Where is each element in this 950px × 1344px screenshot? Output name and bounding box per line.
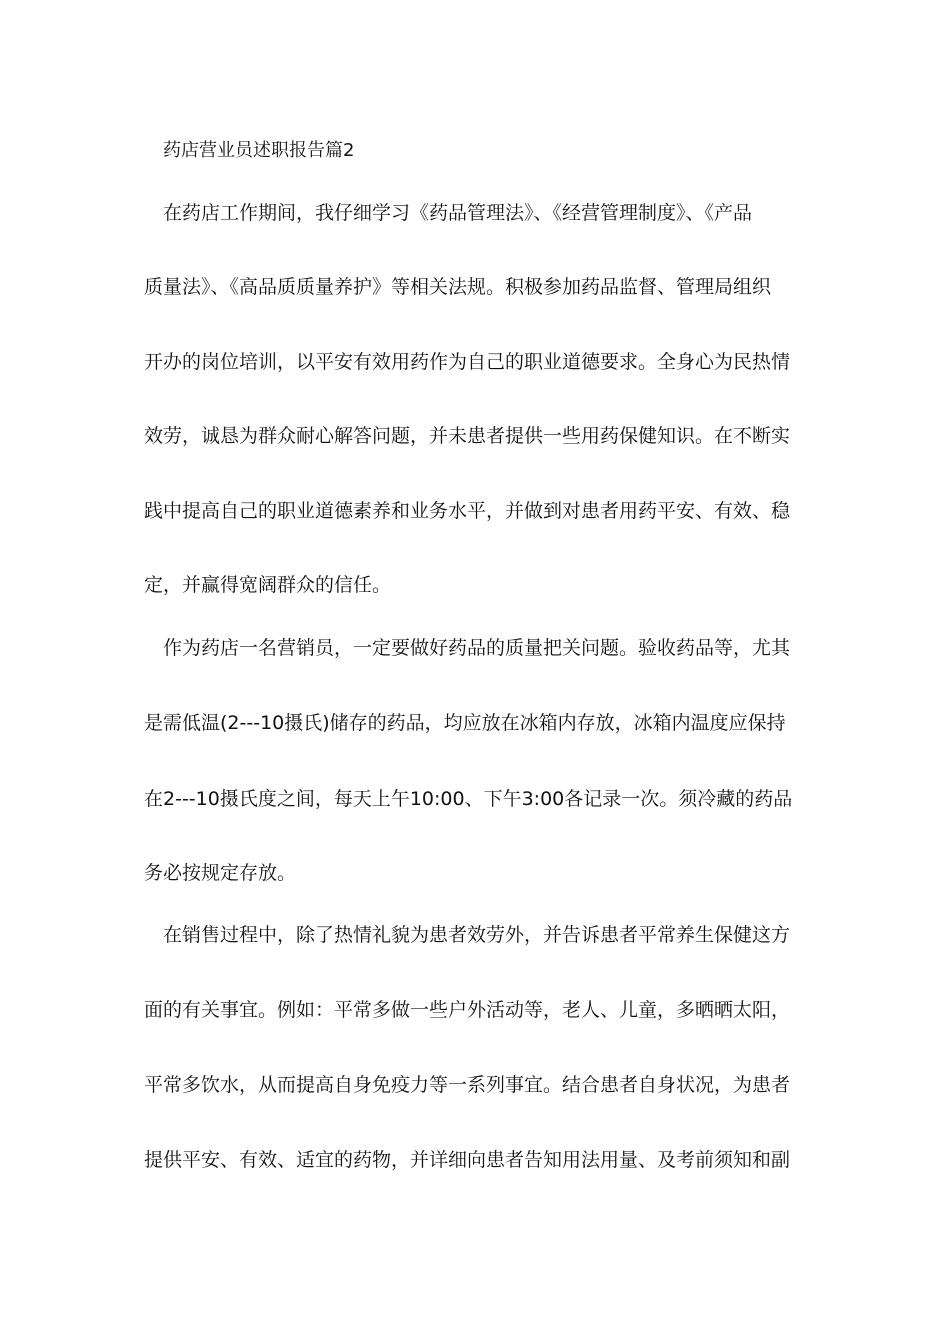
section-heading: 药店营业员述职报告篇2 [163,140,355,161]
paragraph-line: 质量法》、《高品质质量养护》等相关法规。积极参加药品监督、管理局组织 [144,276,772,298]
paragraph-line: 定，并赢得宽阔群众的信任。 [144,574,392,596]
paragraph-line: 在2---10摄氏度之间，每天上午10:00、下午3:00各记录一次。须冷藏的药品 [144,788,793,810]
paragraph-line: 开办的岗位培训，以平安有效用药作为自己的职业道德要求。全身心为民热情 [144,351,791,373]
paragraph-line: 务必按规定存放。 [144,862,297,884]
paragraph-line: 在药店工作期间，我仔细学习《药品管理法》、《经营管理制度》、《产品 [163,202,753,224]
paragraph-line: 践中提高自己的职业道德素养和业务水平，并做到对患者用药平安、有效、稳 [144,500,791,522]
paragraph-line: 效劳，诚恳为群众耐心解答问题，并未患者提供一些用药保健知识。在不断实 [144,425,791,447]
paragraph-line: 作为药店一名营销员，一定要做好药品的质量把关问题。验收药品等，尤其 [163,637,791,659]
paragraph-line: 在销售过程中，除了热情礼貌为患者效劳外，并告诉患者平常养生保健这方 [163,924,791,946]
paragraph-line: 提供平安、有效、适宜的药物，并详细向患者告知用法用量、及考前须知和副 [144,1149,791,1171]
paragraph-line: 平常多饮水，从而提高自身免疫力等一系列事宜。结合患者自身状况，为患者 [144,1074,791,1096]
paragraph-line: 是需低温(2---10摄氏)储存的药品，均应放在冰箱内存放，冰箱内温度应保持 [144,712,786,734]
paragraph-line: 面的有关事宜。例如：平常多做一些户外活动等，老人、儿童，多晒晒太阳， [144,999,791,1021]
